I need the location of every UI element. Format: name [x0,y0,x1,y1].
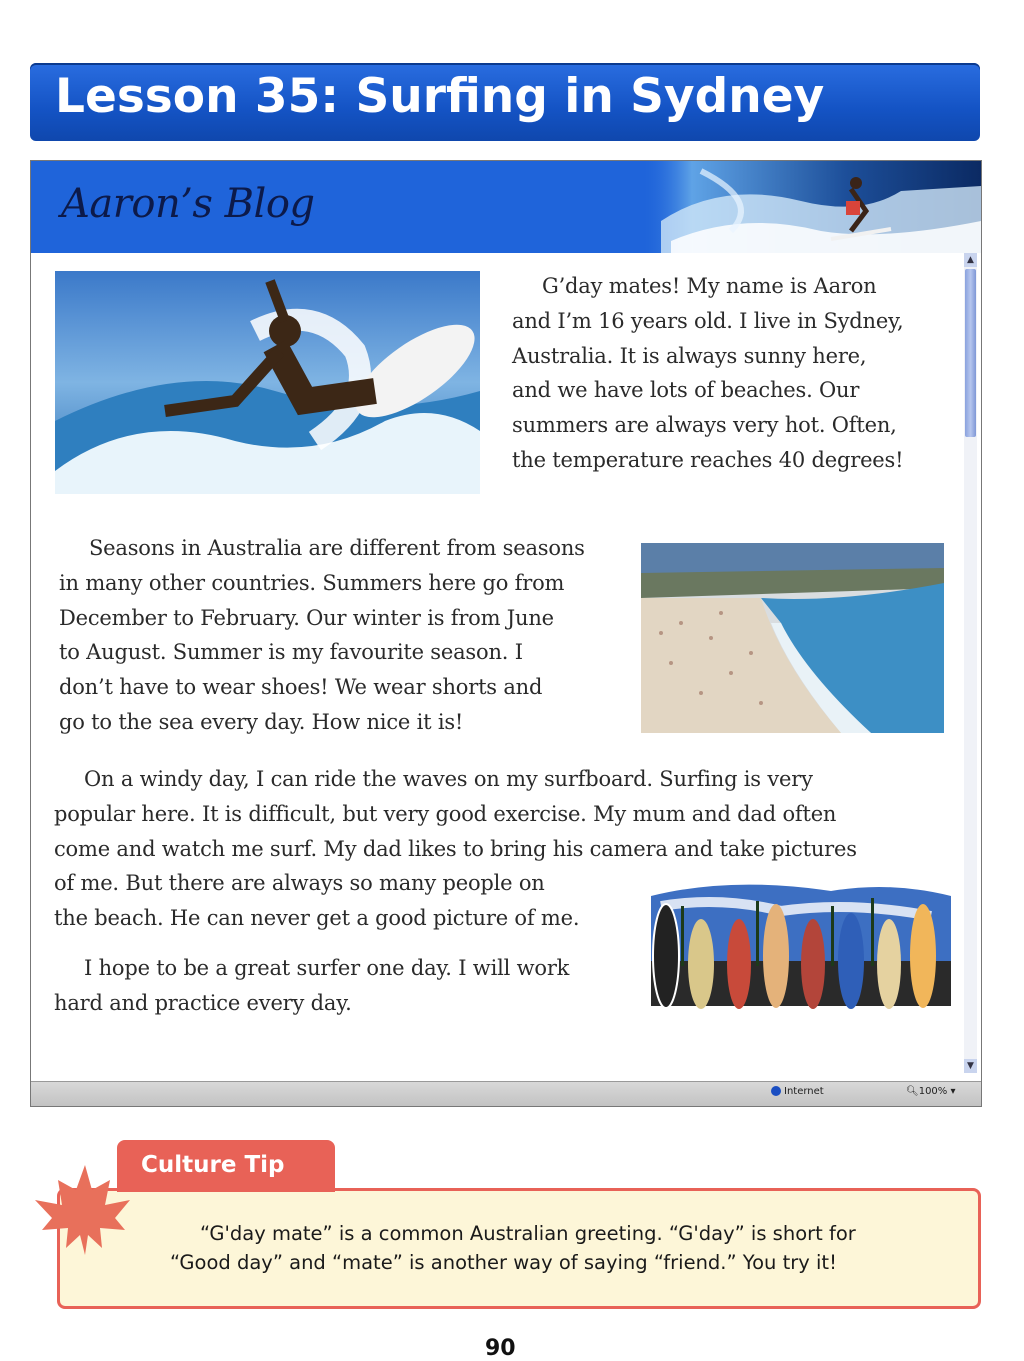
magnifier-icon: 🔍︎ [906,1086,919,1097]
paragraph-2-line: Seasons in Australia are different from seasons [89,536,585,560]
paragraph-3-line: of me. But there are always so many people on [54,871,545,896]
paragraph-2-line: in many other countries. Summers here go from [59,570,565,595]
internet-zone-indicator [771,1086,824,1097]
scroll-up-arrow-icon[interactable]: ▲ [964,253,977,267]
paragraph-1-line: and we have lots of beaches. Our [512,378,860,403]
page-number: 90 [485,1336,516,1361]
paragraph-2-line: December to February. Our winter is from June [59,605,554,630]
blog-title: Aaron’s Blog [61,181,315,227]
culture-tip-text [170,1219,910,1277]
lesson-banner [30,63,980,141]
paragraph-4 [54,951,569,1021]
paragraph-3-line: popular here. It is difficult, but very good exercise. My mum and dad often [54,801,837,826]
culture-tip-line: “G'day mate” is a common Australian greeting. “G'day” is short for [200,1222,856,1245]
paragraph-3-line: On a windy day, I can ride the waves on my surfboard. Surfing is very [84,767,813,791]
paragraph-2-line: to August. Summer is my favourite season. I [59,640,523,665]
paragraph-1-line: the temperature reaches 40 degrees! [512,447,904,472]
globe-icon [771,1086,781,1096]
lesson-title: Lesson 35: Surfing in Sydney [55,69,825,124]
status-zone-label: Internet [784,1086,824,1097]
paragraph-1-line: summers are always very hot. Often, [512,413,897,438]
maple-leaf-icon [30,1160,140,1260]
surfer-photo [55,271,480,494]
culture-tip-tab [117,1140,335,1192]
scroll-thumb[interactable] [965,269,976,437]
paragraph-1-line: G’day mates! My name is Aaron [542,274,877,298]
paragraph-4-line: I hope to be a great surfer one day. I will work [84,956,570,980]
vertical-scrollbar[interactable] [964,253,977,1073]
paragraph-3-line: the beach. He can never get a good picture of me. [54,906,580,931]
paragraph-2 [59,531,585,740]
culture-tip-line: “Good day” and “mate” is another way of saying “friend.” You try it! [170,1251,837,1274]
culture-tip-label: Culture Tip [141,1152,285,1178]
browser-status-bar [31,1081,981,1106]
paragraph-4-line: hard and practice every day. [54,990,352,1015]
paragraph-2-line: go to the sea every day. How nice it is! [59,709,464,734]
beach-photo [641,543,944,733]
paragraph-1 [512,269,903,478]
zoom-control[interactable]: 🔍︎100% ▾ [906,1086,956,1097]
paragraph-3-line: come and watch me surf. My dad likes to bring his camera and take pictures [54,836,857,861]
surfboards-photo [631,876,951,1026]
scroll-down-arrow-icon[interactable]: ▼ [964,1059,977,1073]
surfer-wave-banner-image [641,161,981,253]
paragraph-1-line: and I’m 16 years old. I live in Sydney, [512,308,904,333]
paragraph-2-line: don’t have to wear shoes! We wear shorts and [59,675,543,700]
blog-browser-window [30,160,982,1107]
zoom-level: 100% [918,1086,948,1097]
blog-header [31,161,981,253]
paragraph-1-line: Australia. It is always sunny here, [512,343,867,368]
